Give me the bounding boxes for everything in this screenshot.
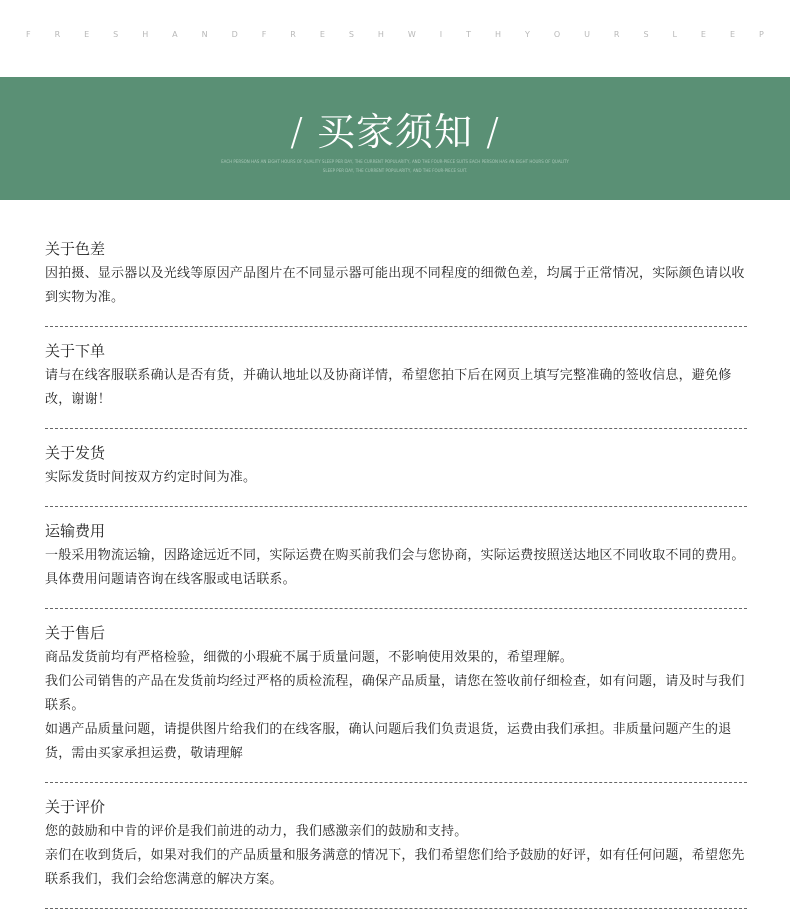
- section-paragraph: 我们公司销售的产品在发货前均经过严格的质检流程，确保产品质量，请您在签收前仔细检查，如有问题，请及时与我们联系。: [45, 674, 745, 713]
- dashed-divider: [45, 428, 747, 429]
- tagline: [0, 30, 790, 39]
- tagline-letter: U: [584, 30, 590, 39]
- section-title: 关于评价: [45, 798, 106, 816]
- tagline-letter: R: [290, 30, 296, 39]
- dashed-divider: [45, 326, 747, 327]
- notice-section: [45, 796, 747, 909]
- section-paragraph: 一般采用物流运输，因路途远近不同，实际运费在购买前我们会与您协商，实际运费按照送达地区不同收取不同的费用。具体费用问题请咨询在线客服或电话联系。: [45, 548, 745, 587]
- tagline-letter: T: [466, 30, 471, 39]
- section-title: 关于色差: [45, 240, 106, 258]
- section-paragraph: 亲们在收到货后，如果对我们的产品质量和服务满意的情况下，我们希望您们给予鼓励的好评，如有任何问题，希望您先联系我们，我们会给您满意的解决方案。: [45, 848, 745, 887]
- tagline-letter: F: [26, 30, 31, 39]
- section-paragraph: 实际发货时间按双方约定时间为准。: [45, 470, 257, 485]
- tagline-letter: S: [643, 30, 649, 39]
- dashed-divider: [45, 608, 747, 609]
- page-title: / 买家须知 /: [290, 110, 500, 154]
- tagline-letter: E: [729, 30, 736, 39]
- dashed-divider: [45, 782, 747, 783]
- tagline-letter: W: [407, 30, 416, 39]
- tagline-letter: S: [113, 30, 119, 39]
- tagline-letter: D: [231, 30, 238, 39]
- tagline-letter: H: [377, 30, 384, 39]
- tagline-letter: H: [142, 30, 149, 39]
- notice-section: [45, 340, 747, 429]
- section-title: 关于发货: [45, 444, 106, 462]
- tagline-letter: R: [613, 30, 620, 39]
- tagline-letter: F: [261, 30, 267, 39]
- section-title: 运输费用: [45, 522, 106, 540]
- notice-section: [45, 622, 747, 783]
- dashed-divider: [45, 506, 747, 507]
- tagline-letter: E: [319, 30, 325, 39]
- tagline-letter: E: [84, 30, 90, 39]
- tagline-letter: Y: [524, 30, 530, 39]
- tagline-letter: N: [201, 30, 208, 39]
- section-paragraph: 您的鼓励和中肯的评价是我们前进的动力，我们感激亲们的鼓励和支持。: [45, 824, 468, 839]
- tagline-letter: I: [439, 30, 443, 39]
- tagline-letter: P: [758, 30, 764, 39]
- header-banner: [0, 77, 790, 200]
- section-paragraph: 商品发货前均有严格检验，细微的小瑕疵不属于质量问题，不影响使用效果的，希望理解。: [45, 650, 574, 665]
- notice-section: [45, 442, 747, 507]
- notice-section: [45, 520, 747, 609]
- tagline-letter: R: [54, 30, 61, 39]
- section-paragraph: 请与在线客服联系确认是否有货，并确认地址以及协商详情，希望您拍下后在网页上填写完整准确的签收信息，避免修改，谢谢！: [45, 368, 732, 407]
- section-paragraph: 如遇产品质量问题，请提供图片给我们的在线客服，确认问题后我们负责退货，运费由我们承担。非质量问题产生的退货，需由买家承担运费，敬请理解: [45, 722, 732, 761]
- tagline-letter: O: [553, 30, 561, 39]
- notice-content: [45, 238, 747, 922]
- tagline-letter: A: [172, 30, 178, 39]
- notice-section: [45, 238, 747, 327]
- tagline-letter: E: [700, 30, 706, 39]
- tagline-letter: H: [494, 30, 501, 39]
- banner-subtitle: EACH PERSON HAS AN EIGHT HOURS OF QUALITY SLEEP PER DAY, THE CURRENT POPULARITY, AND THE FOUR-PIECE SUITS EACH PERSON HAS AN EIGHT HOURS OF QUALITY SLEEP PER DAY, THE CURRENT POPULARITY, AND THE FOUR-PIECE SUIT.: [221, 159, 569, 173]
- section-title: 关于售后: [45, 624, 106, 642]
- tagline-letter: S: [348, 30, 354, 39]
- dashed-divider: [45, 908, 747, 909]
- tagline-letter: L: [672, 30, 677, 39]
- section-paragraph: 因拍摄、显示器以及光线等原因产品图片在不同显示器可能出现不同程度的细微色差，均属于正常情况，实际颜色请以收到实物为准。: [45, 266, 745, 305]
- section-title: 关于下单: [45, 342, 106, 360]
